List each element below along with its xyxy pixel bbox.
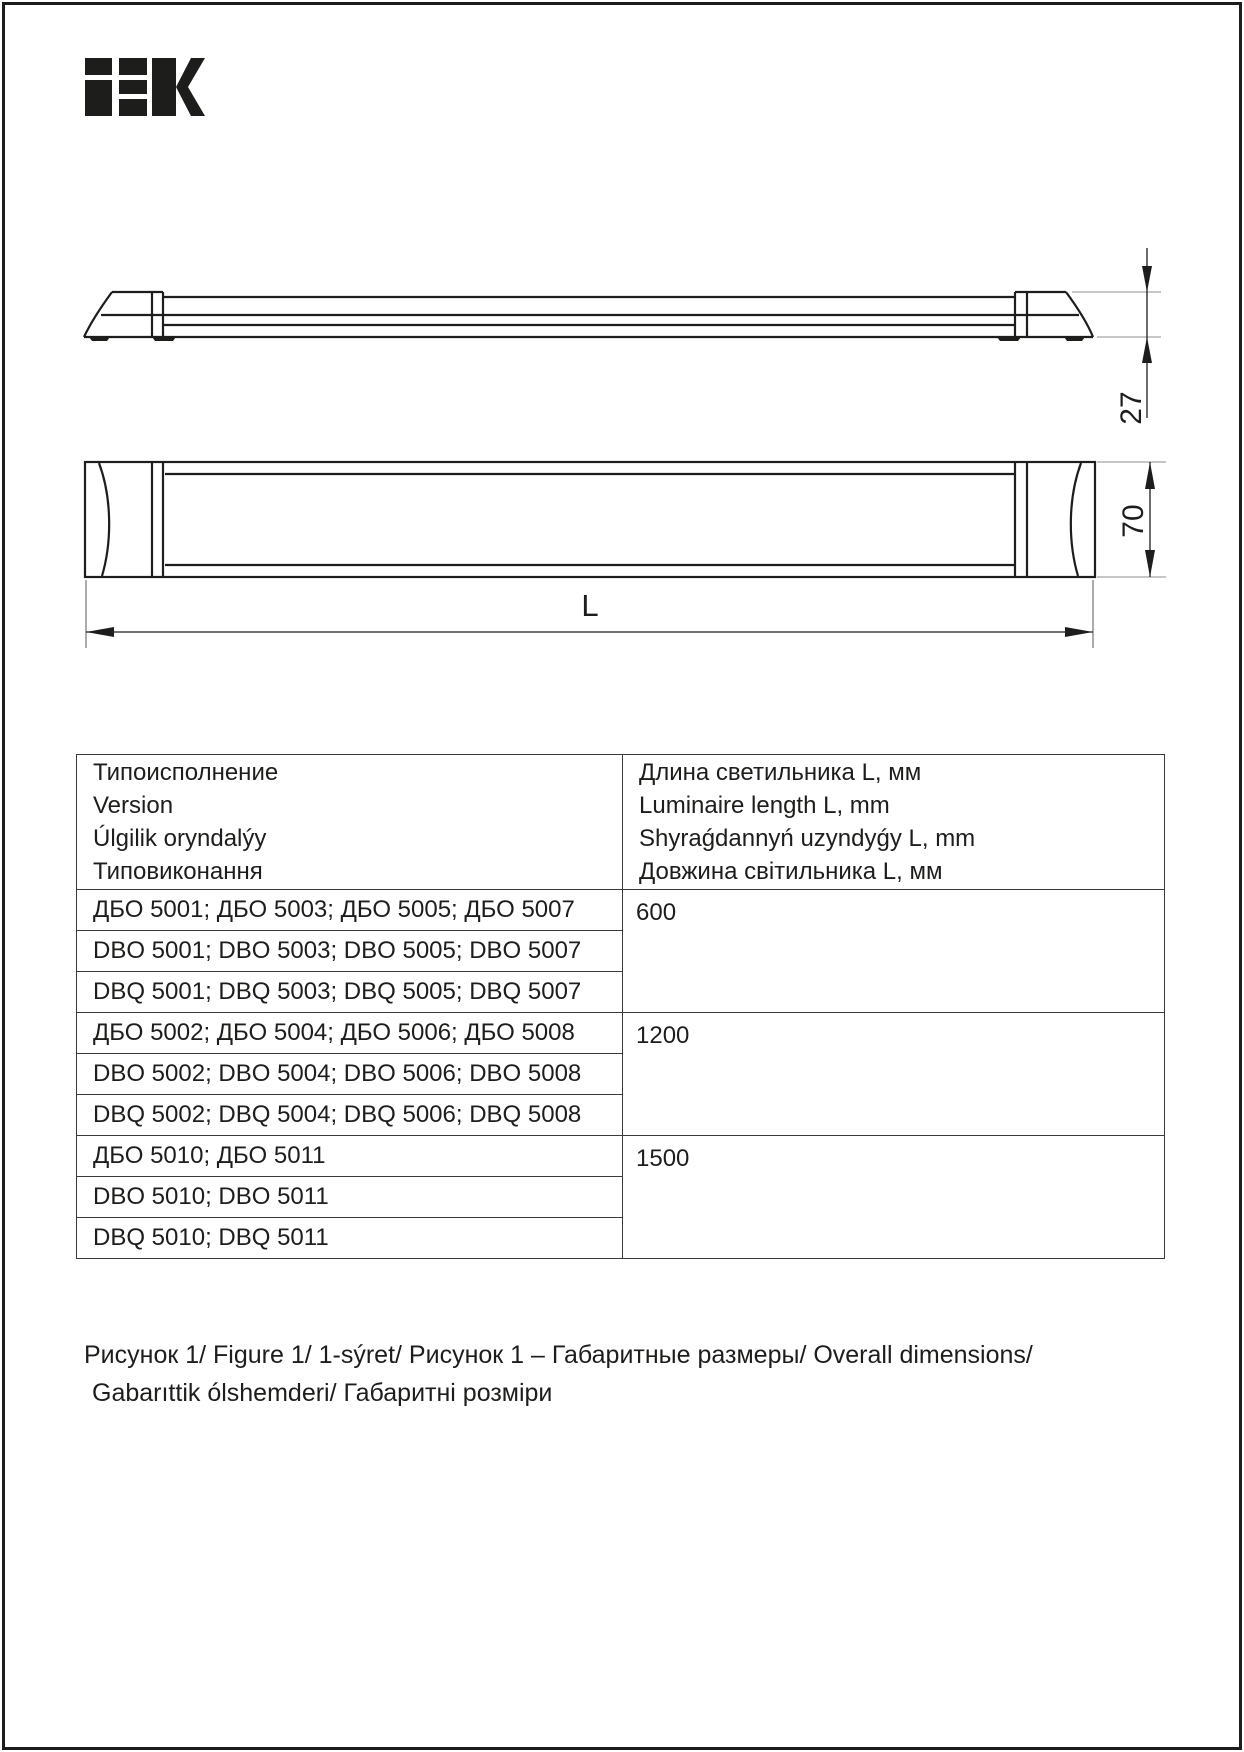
table-row (77, 1013, 1165, 1054)
header-length-ua: Довжина світильника L, мм (639, 858, 943, 885)
model-cell: ДБО 5001; ДБО 5003; ДБО 5005; ДБО 5007 (77, 890, 623, 931)
dim-L-arrow-left-icon (86, 627, 114, 637)
dim-L-label: L (581, 588, 599, 623)
length-cell: 600 (623, 890, 1165, 1013)
header-version-kz: Úlgilik oryndalýy (93, 825, 267, 852)
model-cell: ДБО 5010; ДБО 5011 (77, 1136, 623, 1177)
dimension-L (86, 580, 1093, 648)
header-length (623, 755, 1165, 890)
length-cell: 1200 (623, 1013, 1165, 1136)
header-length-kz: Shyraǵdannyń uzyndyǵy L, mm (639, 825, 976, 852)
side-view-drawing (84, 292, 1093, 337)
dim-27-arrow-down-icon (1142, 266, 1152, 292)
table-header-row (77, 755, 1165, 890)
model-cell: DBO 5010; DBO 5011 (77, 1177, 623, 1218)
figure-caption-line1: Рисунок 1/ Figure 1/ 1-sýret/ Рисунок 1 – Габаритные размеры/ Overall dimensions/ (84, 1341, 1033, 1369)
header-length-en: Luminaire length L, mm (639, 792, 890, 819)
dim-70-label: 70 (1117, 504, 1150, 538)
dimensions-table (76, 754, 1165, 1259)
header-version-ua: Типовиконання (93, 858, 263, 885)
length-cell: 1500 (623, 1136, 1165, 1259)
table-row (77, 1136, 1165, 1177)
model-cell: DBQ 5002; DBQ 5004; DBQ 5006; DBQ 5008 (77, 1095, 623, 1136)
model-cell: DBQ 5010; DBQ 5011 (77, 1218, 623, 1259)
dim-70-arrow-up-icon (1145, 462, 1155, 489)
model-cell: DBQ 5001; DBQ 5003; DBQ 5005; DBQ 5007 (77, 972, 623, 1013)
figure-caption-line2: Gabarıttik ólshemderi/ Габаритні розміри (92, 1379, 553, 1407)
header-length-ru: Длина светильника L, мм (639, 759, 922, 786)
header-version-ru: Типоисполнение (93, 759, 279, 786)
front-right-lens-curve (1071, 463, 1081, 576)
model-cell: DBO 5001; DBO 5003; DBO 5005; DBO 5007 (77, 931, 623, 972)
dim-27-label: 27 (1115, 391, 1148, 425)
model-cell: DBO 5002; DBO 5004; DBO 5006; DBO 5008 (77, 1054, 623, 1095)
front-left-lens-curve (99, 463, 109, 576)
front-view-drawing (85, 462, 1095, 577)
dim-27-arrow-up-icon (1142, 337, 1152, 363)
header-version (77, 755, 623, 890)
model-cell: ДБО 5002; ДБО 5004; ДБО 5006; ДБО 5008 (77, 1013, 623, 1054)
dim-L-arrow-right-icon (1065, 627, 1093, 637)
dimension-70 (1097, 462, 1166, 577)
table-row (77, 890, 1165, 931)
front-view-body (85, 462, 1095, 577)
dim-70-arrow-down-icon (1145, 550, 1155, 577)
figure-caption (84, 1336, 1164, 1412)
header-version-en: Version (93, 792, 174, 819)
dimension-drawing (0, 0, 1244, 700)
